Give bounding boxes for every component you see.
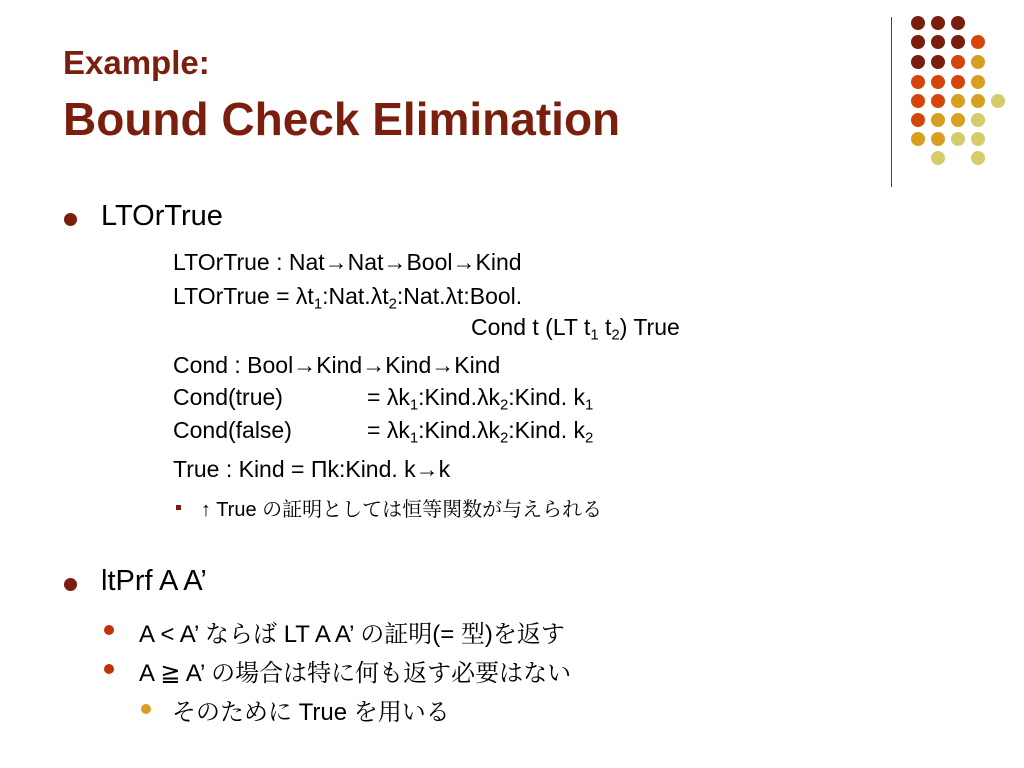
decor-dot [971, 55, 985, 69]
decor-dot [951, 35, 965, 49]
code-ltortrue-definition: LTOrTrue = $\lambda t_1:Nat.\lambda t_2:Nat.\lambda t:Bool$. [173, 283, 523, 313]
decor-dot [971, 151, 985, 165]
subbullet-item: A ≧ A’ の場合は特に何も返す必要はない [139, 660, 572, 687]
decor-dot [971, 94, 985, 108]
decor-dot [951, 132, 965, 146]
decor-dot [931, 94, 945, 108]
note-true-identity: ↑ True の証明としては恒等関数が与えられる [201, 499, 603, 521]
bullet-dot [104, 664, 114, 674]
decor-dot [931, 75, 945, 89]
bullet-ltortrue-label: LTOrTrue [101, 200, 223, 232]
decor-dot [931, 132, 945, 146]
decor-dot [931, 113, 945, 127]
decor-dot [931, 16, 945, 30]
code-cond-false-rhs: = $\lambda k_1:Kind.\lambda k_2:Kind$. $k_2$ [367, 417, 594, 447]
decor-dot [971, 113, 985, 127]
bullet-dot [104, 625, 114, 635]
code-ltortrue-signature: LTOrTrue : Nat→Nat→Bool→Kind [173, 249, 522, 275]
code-cond-true-rhs: = $\lambda k_1:Kind.\lambda k_2:Kind$. $k_1$ [367, 384, 594, 414]
decor-dot [971, 132, 985, 146]
code-ltortrue-definition-body: Cond t (LT $t_1$ $t_2$) True [471, 314, 680, 344]
bullet-dot [141, 704, 151, 714]
decor-dot [931, 55, 945, 69]
decor-dot [911, 94, 925, 108]
bullet-square [176, 505, 181, 510]
bullet-dot [64, 578, 77, 591]
code-cond-signature: Cond : Bool→Kind→Kind→Kind [173, 352, 501, 378]
code-cond-true-lhs: Cond(true) [173, 384, 283, 410]
decor-dot [951, 75, 965, 89]
slide-title-line1: Example: [63, 44, 210, 81]
decor-dot [971, 35, 985, 49]
decor-dot [911, 35, 925, 49]
bullet-ltprf-label: ltPrf A A’ [101, 565, 207, 597]
decor-dot [971, 75, 985, 89]
code-true-definition: True : Kind = Πk:Kind. k→k [173, 456, 451, 482]
decor-dot [911, 16, 925, 30]
decor-dot [911, 55, 925, 69]
decor-dot [951, 113, 965, 127]
bullet-dot [64, 213, 77, 226]
subsubbullet-item: そのために True を用いる [172, 699, 450, 726]
decor-dot [911, 75, 925, 89]
decor-dot [911, 132, 925, 146]
subbullet-item: A < A’ ならば LT A A’ の証明(= 型)を返す [139, 621, 565, 648]
decor-dot [931, 35, 945, 49]
decor-dot [951, 94, 965, 108]
decorative-divider-line [891, 17, 892, 187]
code-cond-false-lhs: Cond(false) [173, 417, 292, 443]
decor-dot [911, 113, 925, 127]
decor-dot [931, 151, 945, 165]
slide-title-line2: Bound Check Elimination [63, 93, 621, 145]
decor-dot [951, 55, 965, 69]
decor-dot [991, 94, 1005, 108]
decor-dot [951, 16, 965, 30]
